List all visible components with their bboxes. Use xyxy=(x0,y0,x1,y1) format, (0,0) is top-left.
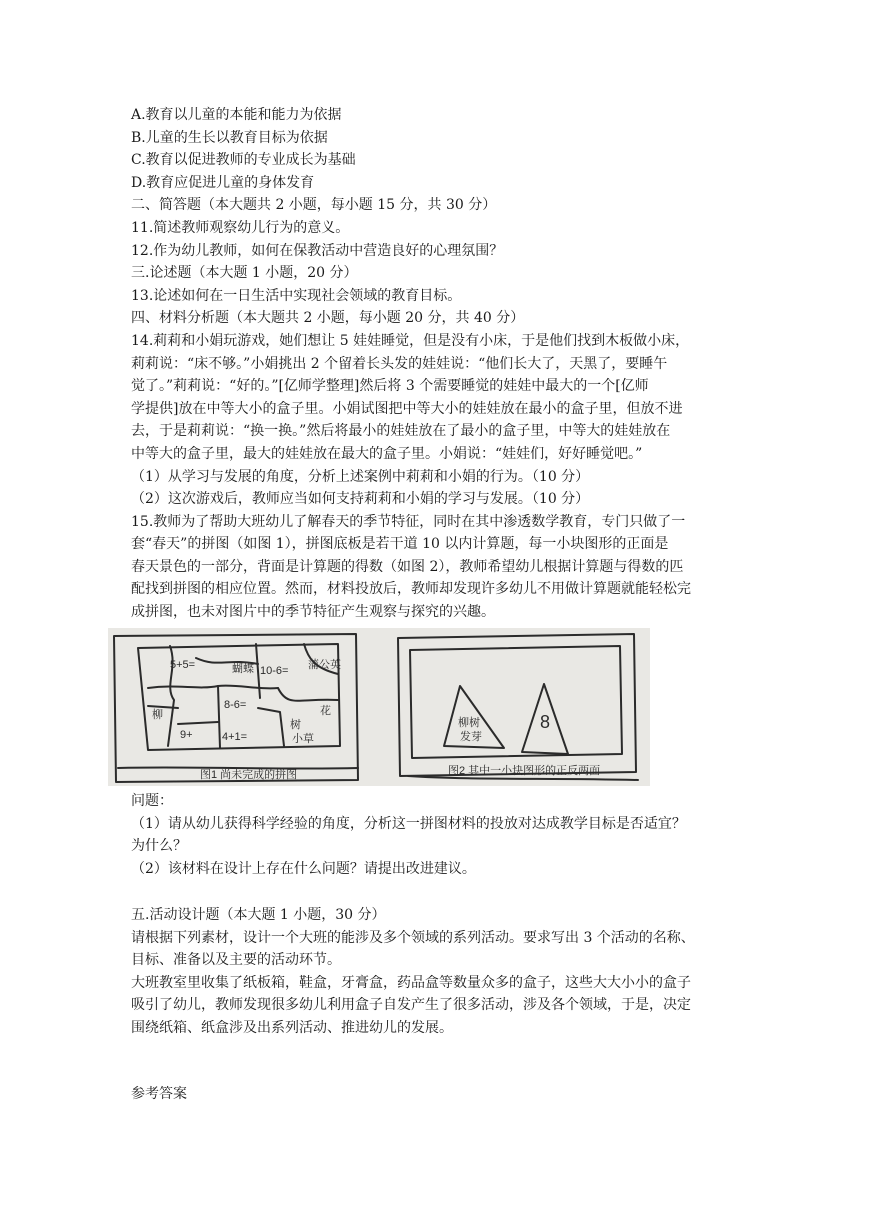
question-15-sub1-line: （1）请从幼儿获得科学经验的角度，分析这一拼图材料的投放对达成教学目标是否适宜？ xyxy=(131,815,686,832)
fig2-caption: 图2 其中一小块图形的正反两面 xyxy=(448,765,601,777)
fig1-caption: 图1 尚未完成的拼图 xyxy=(200,769,298,781)
option-b: B.儿童的生长以教育目标为依据 xyxy=(131,129,328,146)
text-block-upper xyxy=(131,104,743,624)
question-14-line: 觉了。”莉莉说：“好的。”[亿师学整理]然后将 3 个需要睡觉的娃娃中最大的一个[亿师 xyxy=(131,378,649,395)
question-15-sub2: （2）该材料在设计上存在什么问题？请提出改进建议。 xyxy=(131,860,476,877)
option-d: D.教育应促进儿童的身体发育 xyxy=(131,174,315,191)
section5-line: 吸引了幼儿，教师发现很多幼儿利用盒子自发产生了很多活动，涉及各个领域，于是，决定 xyxy=(131,997,691,1014)
fig2-left-piece: 柳树 xyxy=(458,717,480,729)
question-14-sub2: （2）这次游戏后，教师应当如何支持莉莉和小娟的学习与发展。（10 分） xyxy=(131,491,590,508)
fig1-cell-butterfly: 蝴蝶 xyxy=(232,663,254,675)
section5-line: 目标、准备以及主要的活动环节。 xyxy=(131,952,341,969)
question-14-line: 莉莉说：“床不够。”小娟挑出 2 个留着长头发的娃娃说：“他们长大了，天黑了，要睡午 xyxy=(131,355,668,372)
fig2-left-piece-sub: 发芽 xyxy=(460,731,482,743)
fig2-right-piece: 8 xyxy=(540,712,551,732)
question-15-line: 春天景色的一部分，背面是计算题的得数（如图 2），教师希望幼儿根据计算题与得数的匹 xyxy=(131,558,684,575)
question-15-line: 成拼图，也未对图片中的季节特征产生观察与探究的兴趣。 xyxy=(131,604,495,621)
question-15-line: 15.教师为了帮助大班幼儿了解春天的季节特征，同时在其中渗透数学教育，专门只做了一 xyxy=(131,513,686,530)
question-14-line: 中等大的盒子里，最大的娃娃放在最大的盒子里。小娟说：“娃娃们，好好睡觉吧。” xyxy=(131,445,643,462)
option-c: C.教育以促进教师的专业成长为基础 xyxy=(131,152,356,169)
fig1-cell-willow: 柳 xyxy=(152,709,163,721)
section2-heading: 二、简答题（本大题共 2 小题，每小题 15 分，共 30 分） xyxy=(131,197,497,214)
section3-heading: 三.论述题（本大题 1 小题，20 分） xyxy=(131,265,358,282)
section5-line: 大班教室里收集了纸板箱，鞋盒，牙膏盒，药品盒等数量众多的盒子，这些大大小小的盒子 xyxy=(131,974,691,991)
fig1-cell-dandelion: 蒲公英 xyxy=(308,659,341,671)
question-14-line: 学提供]放在中等大小的盒子里。小娟试图把中等大小的娃娃放在最小的盒子里，但放不进 xyxy=(131,400,683,417)
section5-line: 围绕纸箱、纸盒涉及出系列活动、推进幼儿的发展。 xyxy=(131,1019,453,1036)
question-11: 11.简述教师观察幼儿行为的意义。 xyxy=(131,219,350,236)
question-15-line: 套“春天”的拼图（如图 1），拼图底板是若干道 10 以内计算题，每一小块图形的正面是 xyxy=(131,536,669,553)
question-15-line: 配找到拼图的相应位置。然而，材料投放后，教师却发现许多幼儿不用做计算题就能轻松完 xyxy=(131,581,691,598)
section5-line: 请根据下列素材，设计一个大班的能涉及多个领域的系列活动。要求写出 3 个活动的名称、 xyxy=(131,929,695,946)
question-14-line: 去，于是莉莉说：“换一换。”然后将最小的娃娃放在了最小的盒子里，中等大的娃娃放在 xyxy=(131,423,671,440)
fig1-cell-flower: 花 xyxy=(320,705,331,717)
section4-heading: 四、材料分析题（本大题共 2 小题，每小题 20 分，共 40 分） xyxy=(131,310,525,327)
fig1-cell-10minus6: 10-6= xyxy=(260,665,289,677)
question-14-sub1: （1）从学习与发展的角度，分析上述案例中莉莉和小娟的行为。（10 分） xyxy=(131,468,590,485)
fig1-cell-5plus5: 5+5= xyxy=(170,659,196,671)
puzzle-figure-photo xyxy=(108,628,650,786)
question-12: 12.作为幼儿教师，如何在保教活动中营造良好的心理氛围？ xyxy=(131,242,504,259)
fig1-cell-9plus: 9+ xyxy=(180,729,193,741)
question-14-line: 14.莉莉和小娟玩游戏，她们想让 5 娃娃睡觉，但是没有小床，于是他们找到木板做小床， xyxy=(131,332,690,349)
text-block-middle xyxy=(131,790,743,880)
text-block-section5 xyxy=(131,904,743,1040)
fig1-cell-tree: 树 xyxy=(290,719,301,731)
question-13: 13.论述如何在一日生活中实现社会领域的教育目标。 xyxy=(131,287,462,304)
fig1-cell-grass: 小草 xyxy=(292,733,314,745)
reference-answer-heading: 参考答案 xyxy=(131,1086,187,1102)
section5-heading: 五.活动设计题（本大题 1 小题，30 分） xyxy=(131,907,386,923)
fig1-cell-4plus1: 4+1= xyxy=(222,731,248,743)
questions-label: 问题： xyxy=(131,793,173,809)
option-a: A.教育以儿童的本能和能力为依据 xyxy=(131,107,342,123)
question-15-sub1-line: 为什么？ xyxy=(131,838,187,855)
fig1-cell-8minus6: 8-6= xyxy=(224,699,247,711)
